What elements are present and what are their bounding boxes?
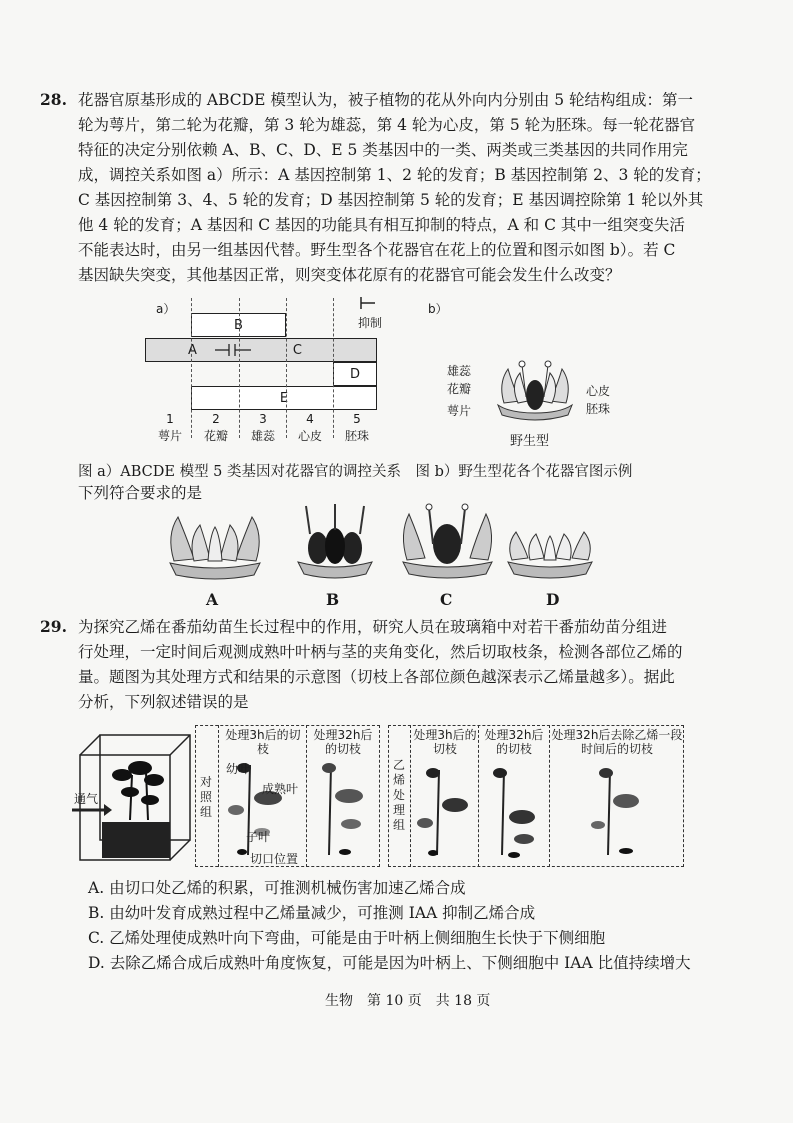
choice-c-flower-icon	[395, 500, 500, 585]
gene-a-label: A	[188, 342, 197, 358]
whorl-divider	[286, 298, 287, 438]
ethylene-3h-branch-icon	[415, 765, 475, 860]
option-b: B. 由幼叶发育成熟过程中乙烯量减少，可推测 IAA 抑制乙烯合成	[88, 904, 536, 922]
whorl-number: 3	[259, 412, 267, 426]
divider	[218, 725, 219, 867]
ethylene-header-3h: 处理3h后的切枝	[413, 728, 477, 756]
wildtype-flower-icon	[490, 355, 580, 435]
gene-c-label: C	[292, 342, 302, 358]
choice-d-label: D	[546, 590, 560, 609]
gene-b-bar: B	[191, 313, 286, 337]
q29-line-1: 为探究乙烯在番茄幼苗生长过程中的作用，研究人员在玻璃箱中对若干番茄幼苗分组进	[78, 618, 668, 636]
q28-line-3: 特征的决定分别依赖 A、B、C、D、E 5 类基因中的一类、两类或三类基因的共同作用完	[78, 141, 688, 159]
whorl-name: 花瓣	[203, 429, 228, 443]
q29-line-4: 分析，下列叙述错误的是	[78, 693, 249, 711]
choice-a-flower-icon	[160, 505, 270, 585]
control-header-32h: 处理32h后的切枝	[313, 728, 373, 756]
ethylene-group-label: 乙烯处理组	[392, 758, 405, 832]
gene-e-bar: E	[191, 386, 377, 410]
control-header-3h: 处理3h后的切枝	[225, 728, 301, 756]
whorl-name: 萼片	[157, 429, 182, 443]
airflow-arrow-icon	[72, 804, 112, 816]
q28-prompt: 下列符合要求的是	[78, 484, 203, 502]
gene-a-c-bar	[145, 338, 377, 362]
fig-b-tag: b）	[428, 302, 448, 316]
divider	[410, 725, 411, 867]
divider	[478, 725, 479, 867]
divider	[549, 725, 550, 867]
whorl-number: 2	[212, 412, 220, 426]
label-stamen: 雄蕊	[447, 364, 472, 378]
label-cut-position: 切口位置	[250, 852, 299, 866]
choice-b-label: B	[326, 590, 340, 609]
option-c: C. 乙烯处理使成熟叶向下弯曲，可能是由于叶柄上侧细胞生长快于下侧细胞	[88, 929, 606, 947]
label-petal: 花瓣	[447, 382, 472, 396]
whorl-name: 心皮	[297, 429, 322, 443]
page-footer: 生物 第 10 页 共 18 页	[325, 993, 491, 1009]
divider	[306, 725, 307, 867]
inhibit-symbol-icon	[360, 296, 376, 310]
whorl-number: 5	[353, 412, 361, 426]
question-28-number: 28.	[40, 90, 67, 109]
ethylene-header-removed: 处理32h后去除乙烯一段时间后的切枝	[551, 728, 683, 756]
choice-c-label: C	[440, 590, 453, 609]
mutual-inhibit-icon	[213, 343, 253, 357]
whorl-number: 1	[166, 412, 174, 426]
q28-line-2: 轮为萼片，第二轮为花瓣，第 3 轮为雄蕊，第 4 轮为心皮，第 5 轮为胚珠。每一轮花器官	[78, 116, 696, 134]
gene-d-bar: D	[333, 362, 377, 386]
question-29-number: 29.	[40, 617, 67, 636]
choice-d-flower-icon	[500, 520, 600, 585]
label-cotyledon: 子叶	[246, 830, 271, 844]
label-sepal: 萼片	[447, 404, 472, 418]
label-carpel: 心皮	[586, 384, 611, 398]
label-young-leaf: 幼叶	[226, 762, 251, 776]
q28-line-7: 不能表达时，由另一组基因代替。野生型各个花器官在花上的位置和图示如图 b）。若 C	[78, 241, 676, 259]
option-d: D. 去除乙烯合成后成熟叶角度恢复，可能是因为叶柄上、下侧细胞中 IAA 比值持续增大	[88, 954, 691, 972]
whorl-divider	[333, 298, 334, 438]
whorl-divider	[191, 298, 192, 438]
choice-a-label: A	[206, 590, 219, 609]
whorl-number: 4	[306, 412, 314, 426]
control-group-label: 对照组	[199, 775, 212, 819]
q29-line-3: 量。题图为其处理方式和结果的示意图（切枝上各部位颜色越深表示乙烯量越多）。据此	[78, 668, 675, 686]
ventilation-label: 通气	[74, 792, 99, 806]
option-a: A. 由切口处乙烯的积累，可推测机械伤害加速乙烯合成	[88, 879, 466, 897]
ethylene-removed-branch-icon	[590, 765, 650, 860]
label-ovule: 胚珠	[586, 402, 611, 416]
q28-line-4: 成，调控关系如图 a）所示：A 基因控制第 1、2 轮的发育；B 基因控制第 2、3 轮的发育；	[78, 166, 711, 184]
q28-line-1: 花器官原基形成的 ABCDE 模型认为，被子植物的花从外向内分别由 5 轮结构组成：第一	[78, 91, 694, 109]
q29-line-2: 行处理，一定时间后观测成熟叶叶柄与茎的夹角变化，然后切取枝条，检测各部位乙烯的	[78, 643, 683, 661]
q28-line-8: 基因缺失突变，其他基因正常，则突变体花原有的花器官可能会发生什么改变？	[78, 266, 621, 284]
whorl-divider	[239, 298, 240, 438]
ethylene-header-32h: 处理32h后的切枝	[484, 728, 544, 756]
whorl-name: 胚珠	[344, 429, 369, 443]
whorl-name: 雄蕊	[250, 429, 275, 443]
choice-b-flower-icon	[290, 500, 380, 585]
ethylene-32h-branch-icon	[484, 765, 544, 860]
q28-line-6: 他 4 轮的发育；A 基因和 C 基因的功能具有相互抑制的特点，A 和 C 其中一组突变失活	[78, 216, 685, 234]
control-32h-branch-icon	[315, 760, 375, 860]
label-mature-leaf: 成熟叶	[262, 782, 299, 796]
fig-a-tag: a）	[156, 302, 176, 316]
q28-line-5: C 基因控制第 3、4、5 轮的发育；D 基因控制第 5 轮的发育；E 基因调控除第 1 轮以外其	[78, 191, 704, 209]
inhibit-label: 抑制	[358, 316, 383, 330]
figure-caption: 图 a）ABCDE 模型 5 类基因对花器官的调控关系 图 b）野生型花各个花器官图示例	[78, 464, 633, 480]
wildtype-title: 野生型	[510, 434, 550, 449]
